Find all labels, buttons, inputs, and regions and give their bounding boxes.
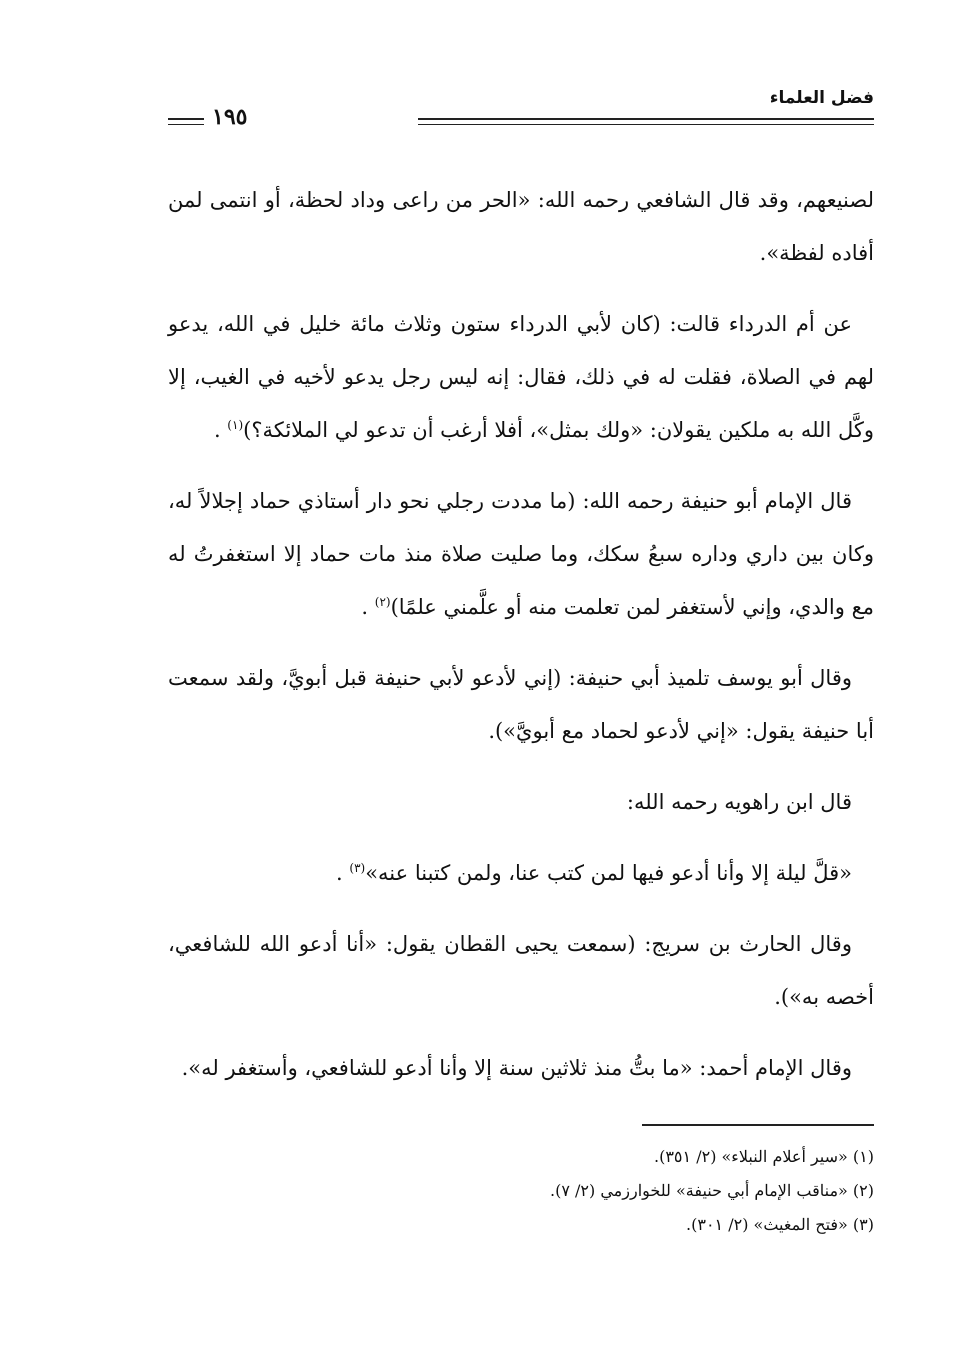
footnote-3: (٣) «فتح المغيث» (٢/ ٣٠١). [686,1215,874,1234]
header-rule-long [418,118,874,125]
footnote-1: (١) «سير أعلام النبلاء» (٢/ ٣٥١). [654,1147,874,1166]
footnote-separator [642,1124,874,1126]
main-text [168,174,874,1113]
paragraph-2-end: . [213,418,228,442]
paragraph-4: وقال أبو يوسف تلميذ أبي حنيفة: (إني لأدعو لأبي حنيفة قبل أبويَّ، ولقد سمعت أبا حنيفة يقول: «إني لأدعو لحماد مع أبويَّ»). [168,666,874,743]
paragraph-6-text: «قلَّ ليلة إلا وأنا أدعو فيها لمن كتب عنا، ولمن كتبنا عنه» [365,861,852,885]
paragraph-3 [168,475,874,634]
paragraph-2 [168,298,874,457]
running-header [168,88,874,128]
paragraph-2-text: عن أم الدرداء قالت: (كان لأبي الدرداء ستون وثلاث مائة خليل في الله، يدعو لهم في الصلاة، فقلت له في ذلك، فقال: إنه ليس رجل يدعو لأخيه في الغيب، إلا وكَّل الله به ملكين يقولان: «ولك بمثل»، أفلا أرغب أن تدعو لي الملائكة؟) [168,312,874,442]
page-number: ١٩٥ [212,104,248,130]
paragraph-6 [168,847,874,900]
paragraph-6-end: . [336,861,350,885]
paragraph-5: قال ابن راهويه رحمه الله: [626,790,852,814]
paragraph-8: وقال الإمام أحمد: «ما بتُّ منذ ثلاثين سنة إلا وأنا أدعو للشافعي، وأستغفر له». [181,1056,852,1080]
footnote-ref-1: (١) [227,418,244,432]
footnote-ref-3: (٣) [349,861,366,875]
footnote-ref-2: (٢) [374,595,391,609]
header-rule-short [168,118,204,125]
book-title: فضل العلماء [769,88,874,108]
paragraph-3-text: قال الإمام أبو حنيفة رحمه الله: (ما مددت رجلي نحو دار أستاذي حماد إجلالاً له، وكان بين داري وداره سبعُ سكك، وما صليت صلاة منذ مات حماد إلا استغفرتُ له مع والدي، وإني لأستغفر لمن تعلمت منه أو علَّمني علمًا) [168,489,874,619]
footnotes [168,1140,874,1242]
paragraph-7: وقال الحارث بن سريج: (سمعت يحيى القطان يقول: «أنا أدعو الله للشافعي، أخصه به»). [168,932,874,1009]
footnote-2: (٢) «مناقب الإمام أبي حنيفة» للخوارزمي (٢/ ٧). [550,1181,874,1200]
paragraph-3-end: . [361,595,375,619]
paragraph-1: لصنيعهم، وقد قال الشافعي رحمه الله: «الحر من راعى وداد لحظة، أو انتمى لمن أفاده لفظة». [168,188,874,265]
